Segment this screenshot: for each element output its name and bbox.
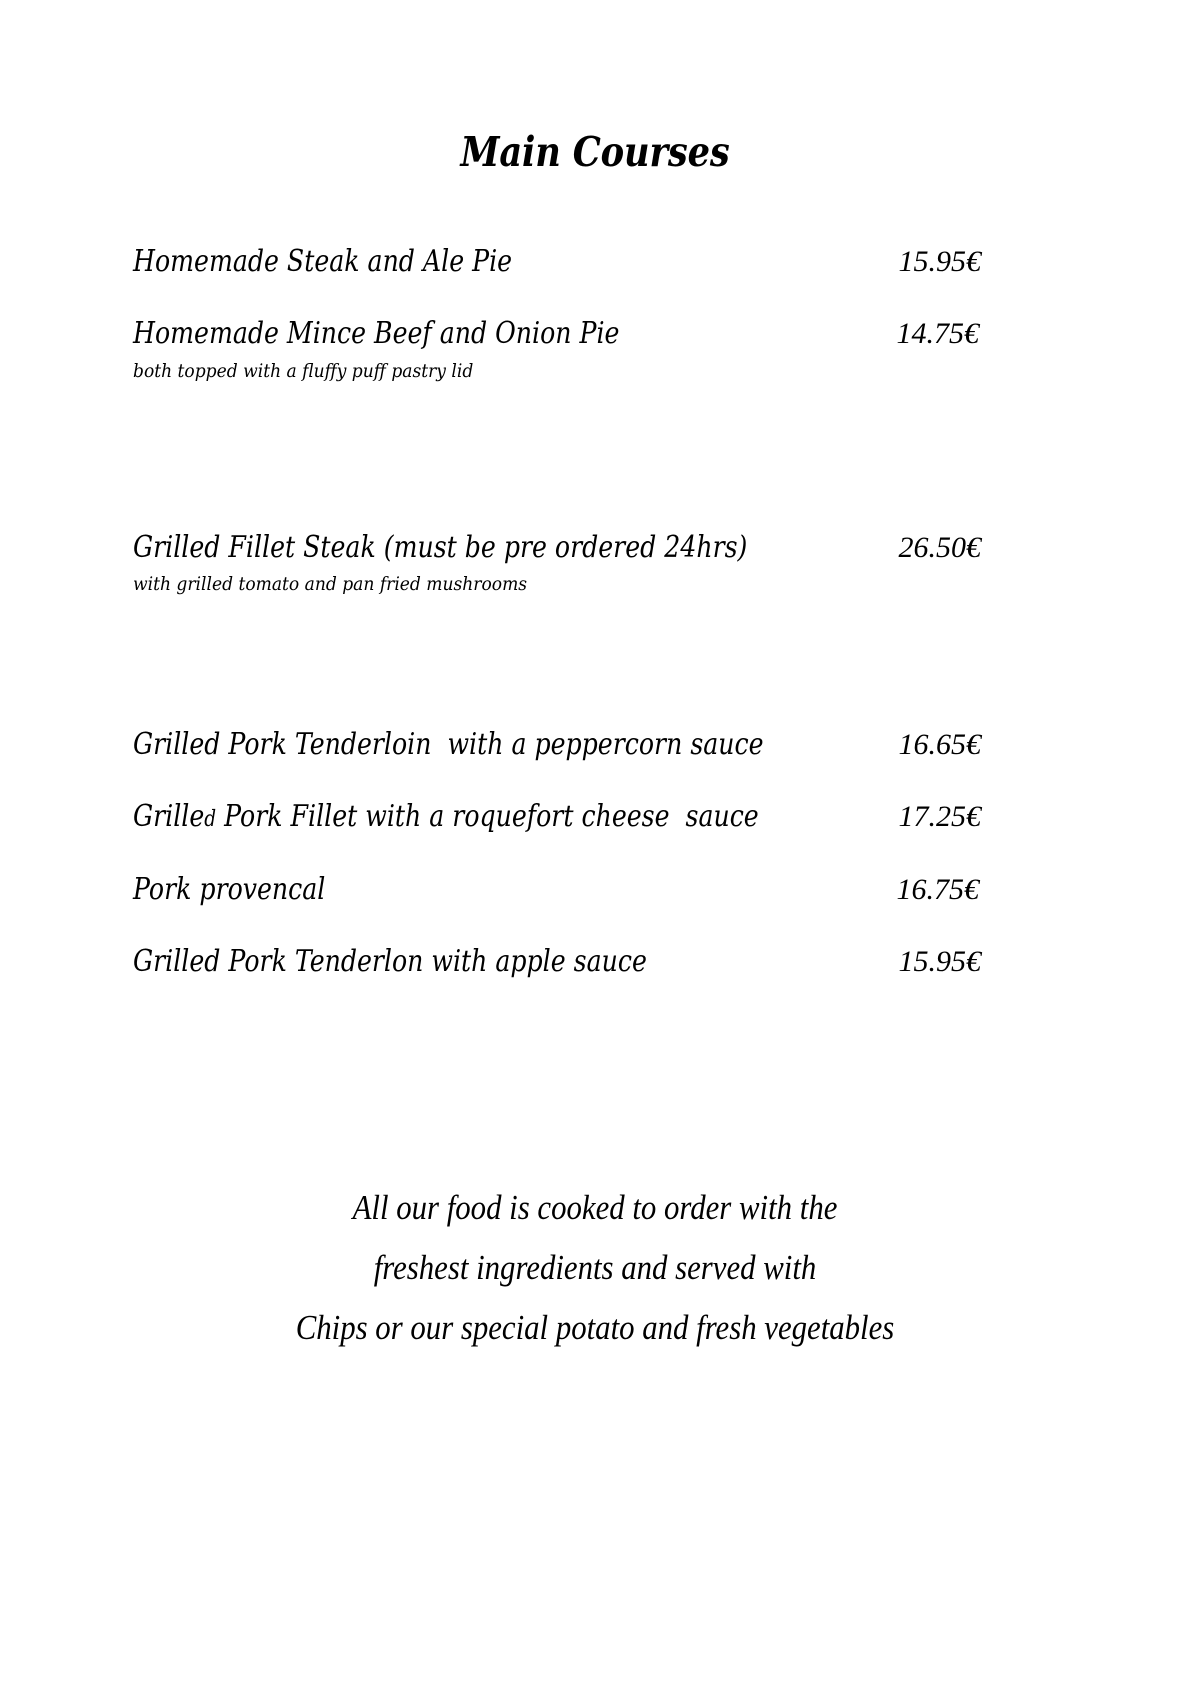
menu-list bbox=[133, 246, 981, 979]
menu-item-row bbox=[133, 871, 981, 907]
menu-item-name: Homemade Mince Beef and Onion Pie bbox=[133, 316, 620, 352]
menu-item-name: Pork provencal bbox=[133, 871, 326, 907]
spacer bbox=[133, 761, 981, 801]
menu-item-name: Grilled Pork Tenderlon with apple sauce bbox=[133, 944, 647, 980]
menu-item-name-prefix: Grille bbox=[133, 799, 205, 835]
menu-item-price: 15.95€ bbox=[898, 945, 981, 979]
menu-item-name: Grilled Pork Tenderloin with a peppercorn sauce bbox=[133, 726, 764, 762]
menu-item-description: with grilled tomato and pan fried mushrooms bbox=[133, 573, 528, 596]
menu-item-name: Homemade Steak and Ale Pie bbox=[133, 244, 513, 279]
menu-item-price: 26.50€ bbox=[898, 530, 981, 564]
spacer bbox=[133, 278, 981, 318]
menu-item-name: Grilled Fillet Steak (must be pre ordered 24hrs) bbox=[133, 529, 748, 565]
menu-item-price: 15.95€ bbox=[898, 245, 981, 278]
menu-item-price: 16.65€ bbox=[898, 727, 981, 761]
footer-note-line: freshest ingredients and served with bbox=[373, 1248, 817, 1288]
menu-item-name bbox=[133, 801, 759, 833]
menu-item-name-small-letter: d bbox=[204, 807, 217, 833]
menu-item-row bbox=[133, 726, 981, 762]
menu-item-name-suffix: Pork Fillet with a roquefort cheese sauce bbox=[216, 799, 759, 835]
menu-item-row bbox=[133, 318, 981, 350]
menu-item-price: 16.75€ bbox=[896, 872, 979, 906]
spacer bbox=[133, 834, 981, 874]
spacer bbox=[133, 595, 981, 729]
page-title: Main Courses bbox=[460, 128, 730, 176]
menu-item-description: both topped with a fluffy puff pastry lid bbox=[133, 359, 474, 382]
footer-note bbox=[0, 1178, 1190, 1359]
menu-item-price: 14.75€ bbox=[896, 317, 979, 351]
footer-note-line: Chips or our special potato and fresh vegetables bbox=[295, 1308, 895, 1348]
spacer bbox=[133, 382, 981, 532]
footer-note-line: All our food is cooked to order with the bbox=[352, 1188, 838, 1227]
spacer bbox=[133, 906, 981, 946]
menu-item-row bbox=[133, 946, 981, 978]
menu-item-row bbox=[133, 529, 981, 565]
menu-item-row bbox=[133, 801, 981, 833]
menu-item-row bbox=[133, 246, 981, 278]
menu-item-price: 17.25€ bbox=[898, 800, 981, 834]
